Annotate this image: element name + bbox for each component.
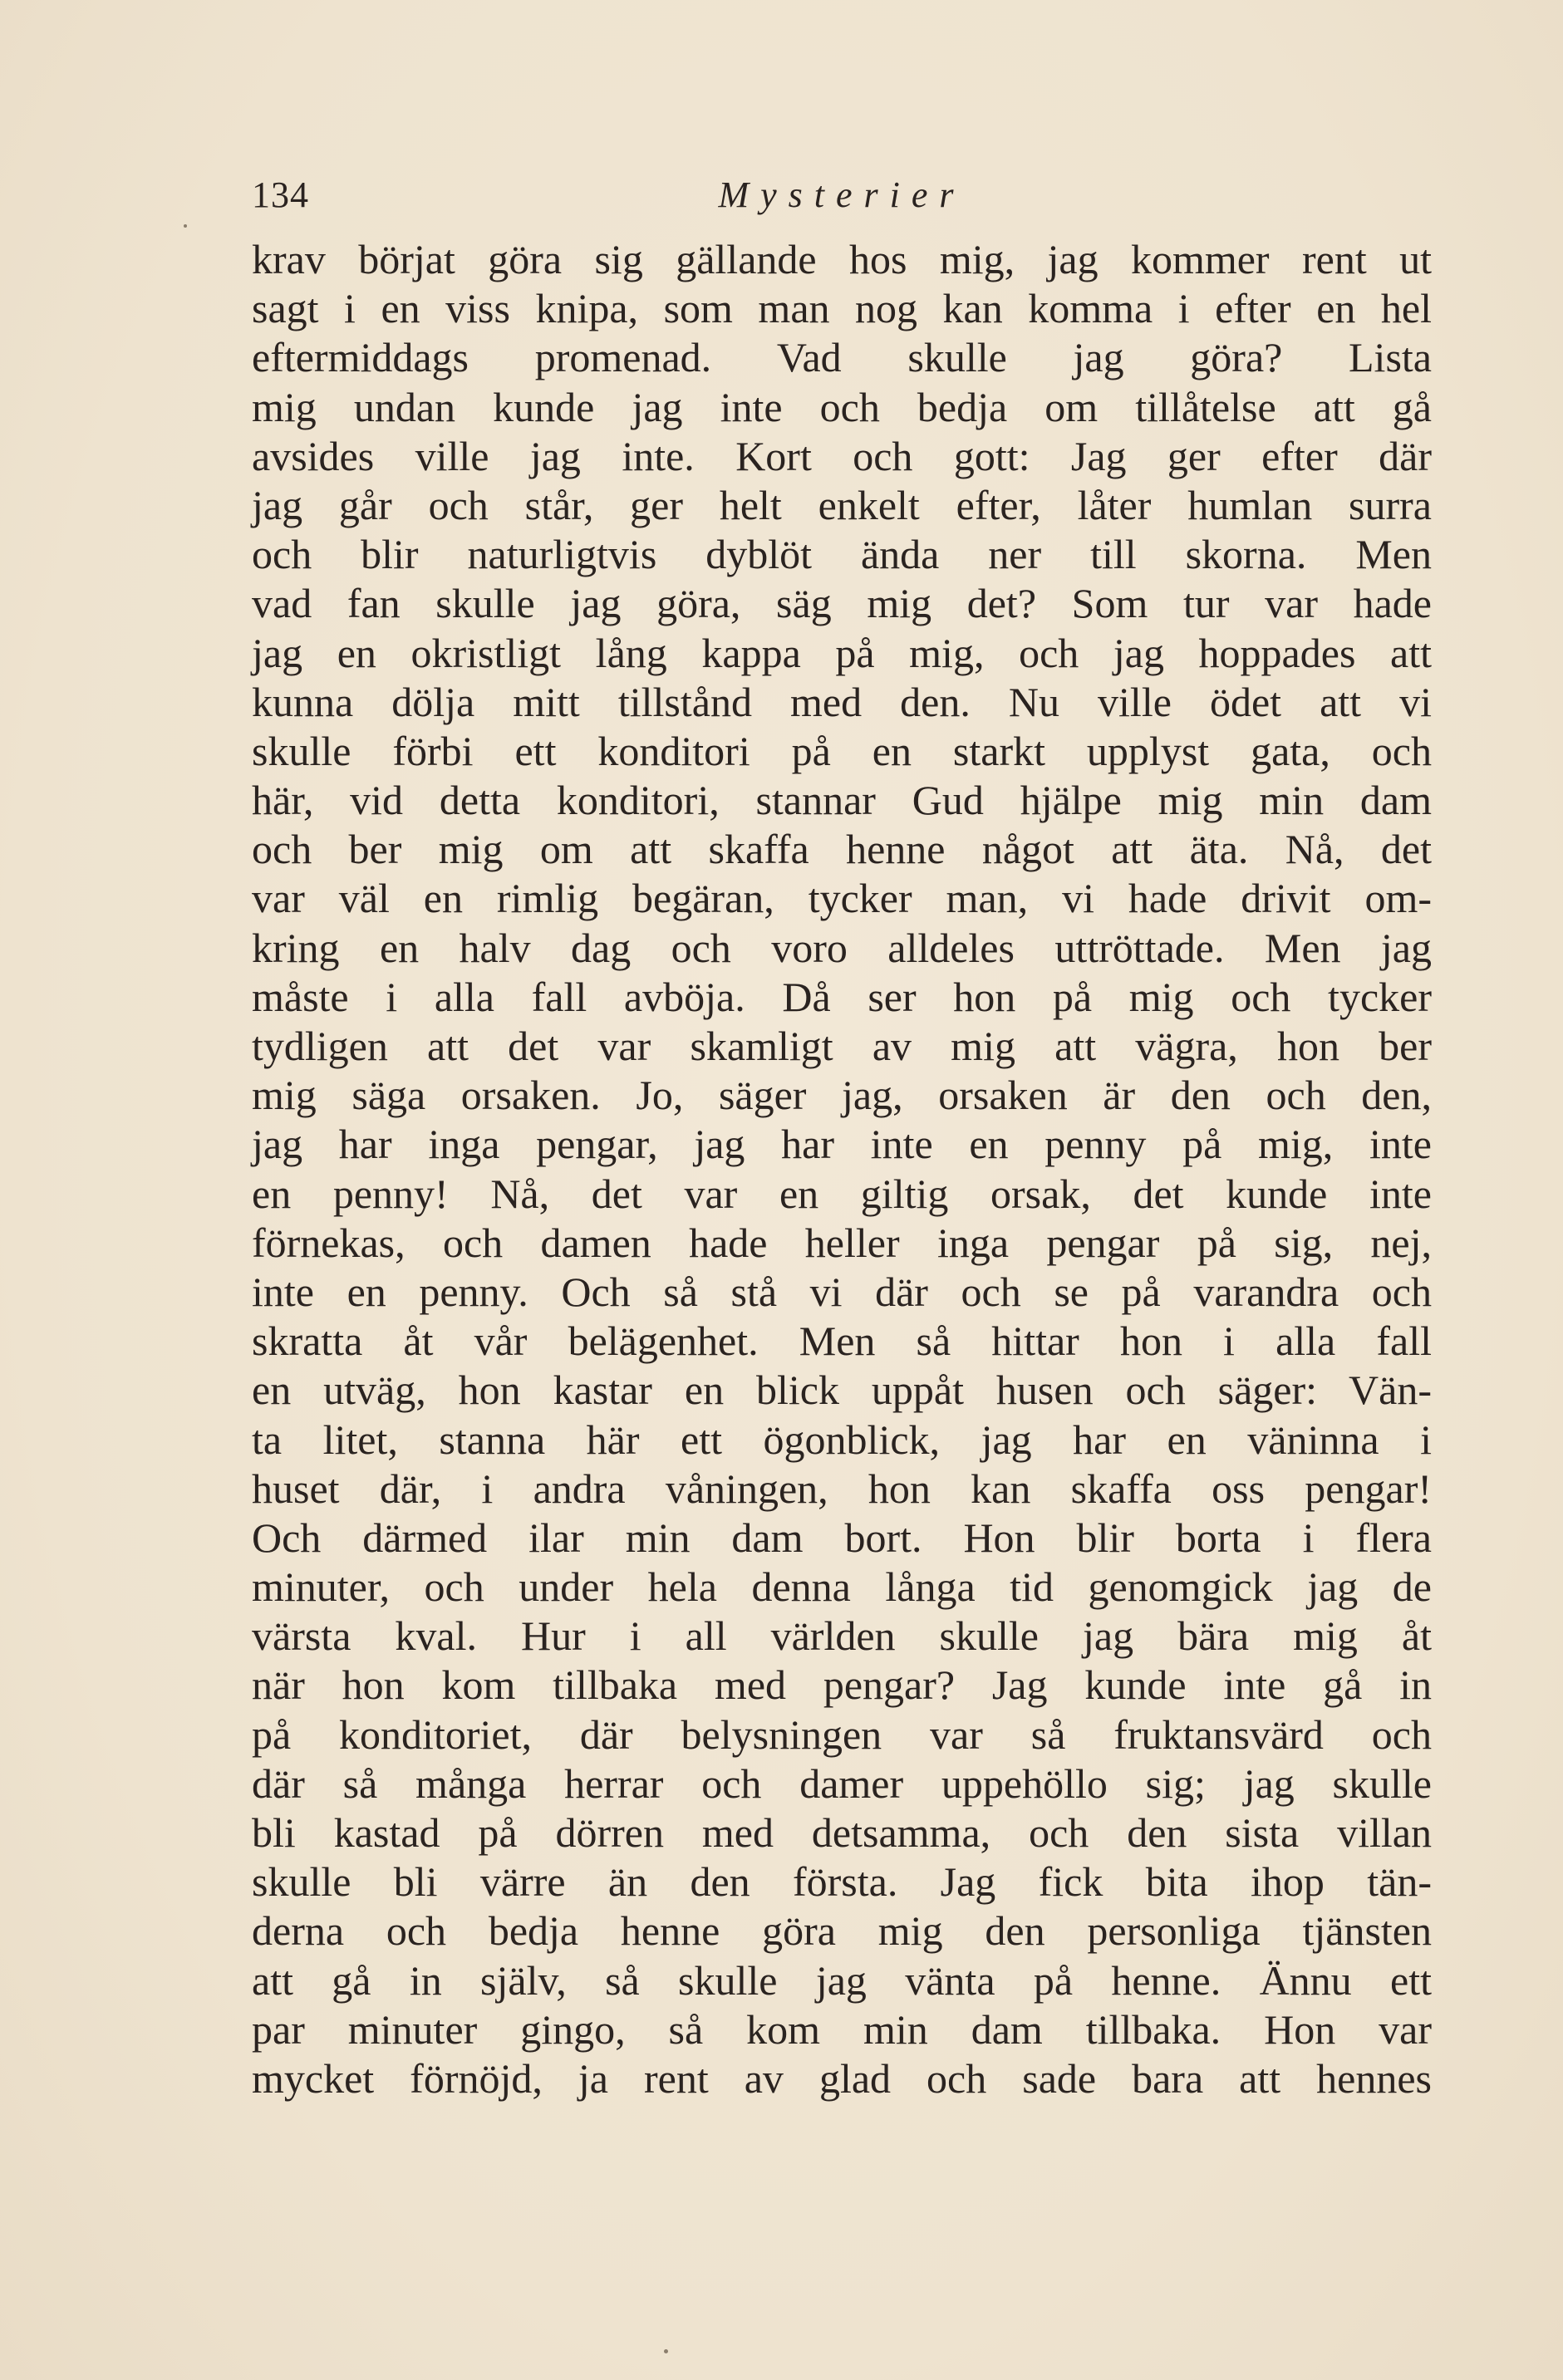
text-line: när hon kom tillbaka med pengar? Jag kunde inte gå in	[252, 1661, 1432, 1709]
text-line: par minuter gingo, så kom min dam tillbaka. Hon var	[252, 2005, 1432, 2053]
text-line: och blir naturligtvis dyblöt ända ner till skorna. Men	[252, 531, 1432, 578]
text-line: var väl en rimlig begäran, tycker man, vi hade drivit om-	[252, 875, 1432, 922]
text-line: huset där, i andra våningen, hon kan skaffa oss pengar!	[252, 1465, 1432, 1512]
text-line: skulle bli värre än den första. Jag fick bita ihop tän-	[252, 1858, 1432, 1906]
text-line: mig undan kunde jag inte och bedja om tillåtelse att gå	[252, 383, 1432, 430]
paper-speck	[184, 224, 187, 228]
paper-speck	[664, 2349, 668, 2353]
text-line: kring en halv dag och voro alldeles uttröttade. Men jag	[252, 924, 1432, 971]
text-line: ta litet, stanna här ett ögonblick, jag har en väninna i	[252, 1416, 1432, 1463]
text-line: inte en penny. Och så stå vi där och se på varandra och	[252, 1268, 1432, 1315]
text-line: måste i alla fall avböja. Då ser hon på mig och tycker	[252, 973, 1432, 1020]
text-line: kunna dölja mitt tillstånd med den. Nu ville ödet att vi	[252, 678, 1432, 725]
text-line: minuter, och under hela denna långa tid genomgick jag de	[252, 1563, 1432, 1611]
text-line: Och därmed ilar min dam bort. Hon blir borta i flera	[252, 1514, 1432, 1561]
text-line: och ber mig om att skaffa henne något att äta. Nå, det	[252, 826, 1432, 873]
text-line: sagt i en viss knipa, som man nog kan komma i efter en hel	[252, 285, 1432, 332]
text-line: skulle förbi ett konditori på en starkt upplyst gata, och	[252, 727, 1432, 774]
page-header	[252, 166, 1432, 224]
text-line: förnekas, och damen hade heller inga pengar på sig, nej,	[252, 1219, 1432, 1266]
text-line: bli kastad på dörren med detsamma, och den sista villan	[252, 1809, 1432, 1856]
text-line: derna och bedja henne göra mig den personliga tjänsten	[252, 1907, 1432, 1955]
text-line: krav börjat göra sig gällande hos mig, jag kommer rent ut	[252, 236, 1432, 282]
text-line: där så många herrar och damer uppehöllo sig; jag skulle	[252, 1759, 1432, 1807]
text-line: jag går och står, ger helt enkelt efter, låter humlan surra	[252, 481, 1432, 528]
text-line: här, vid detta konditori, stannar Gud hjälpe mig min dam	[252, 777, 1432, 824]
text-line: skratta åt vår belägenhet. Men så hittar hon i alla fall	[252, 1318, 1432, 1365]
text-line: på konditoriet, där belysningen var så fruktansvärd och	[252, 1710, 1432, 1758]
running-title: Mysterier	[718, 174, 966, 215]
text-line: jag har inga pengar, jag har inte en penny på mig, inte	[252, 1121, 1432, 1168]
body-text	[252, 235, 1432, 2103]
text-line: jag en okristligt lång kappa på mig, och jag hoppades att	[252, 629, 1432, 676]
text-line: vad fan skulle jag göra, säg mig det? Som tur var hade	[252, 580, 1432, 627]
text-line: eftermiddags promenad. Vad skulle jag göra? Lista	[252, 334, 1432, 381]
text-line: en penny! Nå, det var en giltig orsak, det kunde inte	[252, 1170, 1432, 1217]
text-line: värsta kval. Hur i all världen skulle jag bära mig åt	[252, 1612, 1432, 1660]
text-line: mig säga orsaken. Jo, säger jag, orsaken är den och den,	[252, 1072, 1432, 1119]
page-number: 134	[252, 174, 309, 215]
text-line: mycket förnöjd, ja rent av glad och sade bara att hennes	[252, 2054, 1432, 2102]
text-line: att gå in själv, så skulle jag vänta på henne. Ännu ett	[252, 1956, 1432, 2004]
text-line: avsides ville jag inte. Kort och gott: Jag ger efter där	[252, 432, 1432, 479]
text-line: en utväg, hon kastar en blick uppåt husen och säger: Vän-	[252, 1367, 1432, 1414]
text-line: tydligen att det var skamligt av mig att vägra, hon ber	[252, 1023, 1432, 1069]
